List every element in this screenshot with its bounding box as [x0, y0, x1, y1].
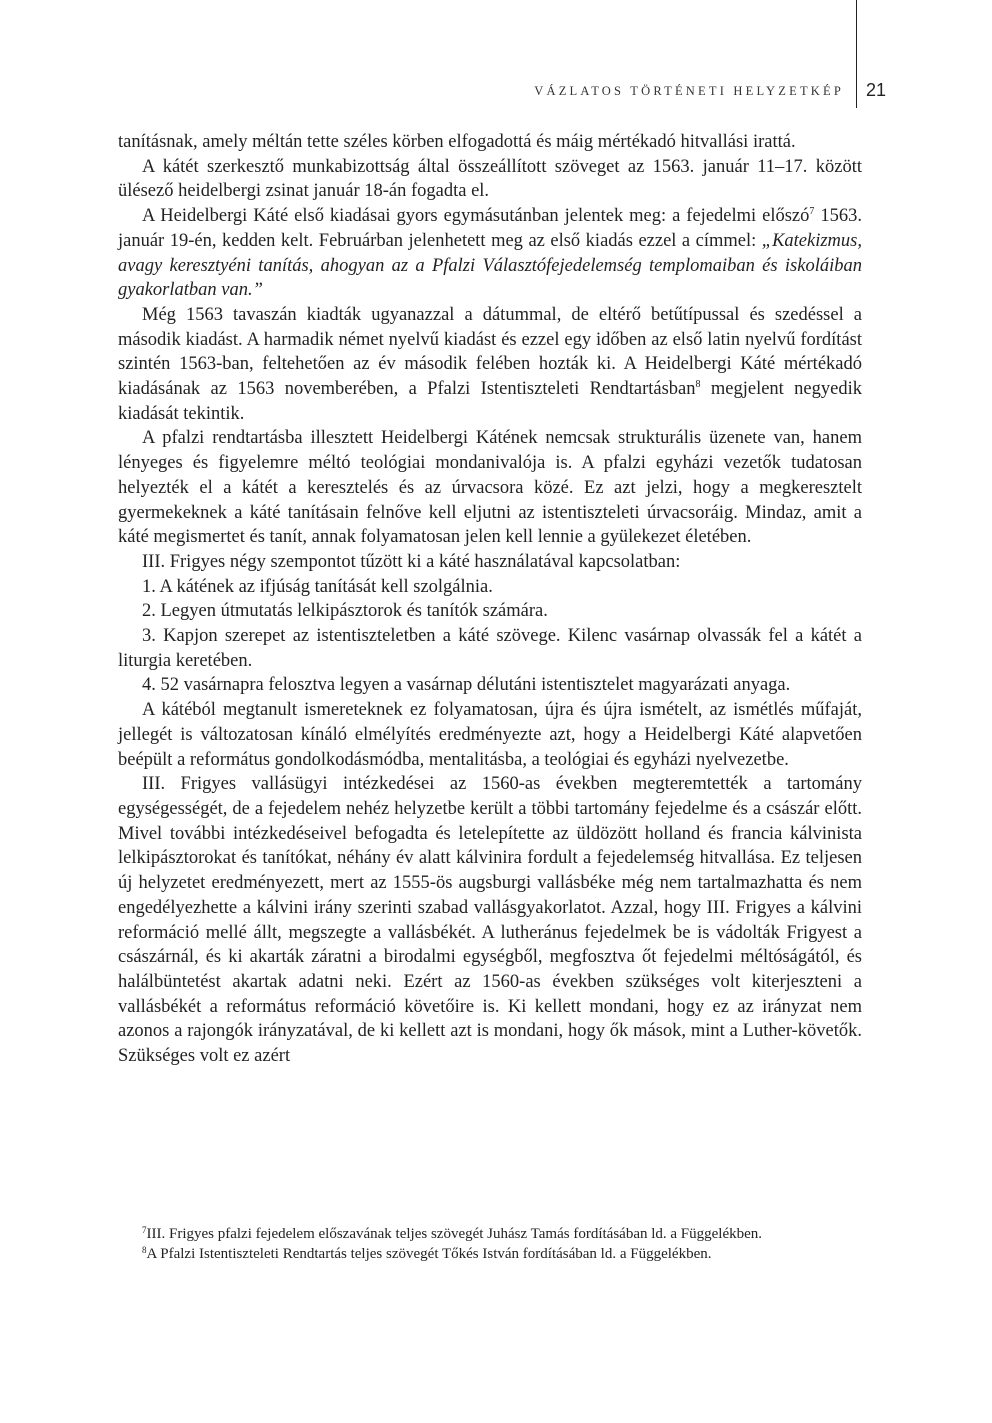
paragraph-5: A pfalzi rendtartásba illesztett Heidelbergi Kátének nemcsak strukturális üzenete van, hanem lényeges és figyelemre méltó teológiai mondanivalója is. A pfalzi egyházi vezetők tudatosan helyezték el a kátét a keresztelés és az úrvacsora közé. Ez azt jelzi, hogy a megkeresztelt gyermekeknek a káté tanításain felnőve kell eljutni az istentiszteleti úrvacsoráig. Mindaz, amit a káté megismertet és tanít, annak folyamatosan jelen kell lennie a gyülekezet életében. [118, 428, 862, 548]
paragraph-3-text-a: A Heidelbergi Káté első kiadásai gyors egymásutánban jelentek meg: a fejedelmi előszó [142, 206, 810, 227]
paragraph-2: A kátét szerkesztő munkabizottság által összeállított szöveget az 1563. január 11–17. között ülésező heidelbergi zsinat január 18-án fogadta el. [118, 156, 862, 202]
paragraph-1: tanításnak, amely méltán tette széles körben elfogadottá és máig mértékadó hitvallási irattá. [118, 132, 796, 152]
footnotes [118, 1224, 862, 1264]
paragraph-4-text-a: Még 1563 tavaszán kiadták ugyanazzal a dátummal, de eltérő betűtípussal és szedéssel a második kiadást. A harmadik német nyelvű kiadást és ezzel egy időben az első latin nyelvű fordítást szintén 1563-ban, feltehetően az év második felében hozták ki. A Heidelbergi Káté mértékadó kiadásának az 1563 novemberében, a Pfalzi Istentiszteleti Rendtartásban [118, 304, 862, 400]
list-item-1: 1. A kátének az ifjúság tanítását kell szolgálnia. [142, 576, 493, 597]
footnote-ref-8[interactable]: 8 [695, 379, 701, 391]
body-text [118, 130, 862, 1069]
list-item-2: 2. Legyen útmutatás lelkipásztorok és tanítók számára. [142, 601, 548, 622]
running-head: VÁZLATOS TÖRTÉNETI HELYZETKÉP [534, 84, 844, 98]
list-item-3: 3. Kapjon szerepet az istentiszteletben a káté szövege. Kilenc vasárnap olvassák fel a kátét a liturgia keretében. [118, 626, 862, 671]
footnote-ref-7[interactable]: 7 [809, 206, 815, 218]
paragraph-3 [118, 204, 862, 303]
header-rule [856, 0, 857, 108]
footnote-8-text: A Pfalzi Istentiszteleti Rendtartás teljes szövegét Tőkés István fordításában ld. a Függelékben. [146, 1246, 712, 1262]
footnote-7-number: 7 [142, 1225, 147, 1235]
paragraph-12: III. Frigyes vallásügyi intézkedései az 1560-as években megteremtették a tartomány egységességét, de a fejedelem nehéz helyzetbe került a többi tartomány fejedelme és a császár előtt. Mivel további intézkedéseivel befogadta és letelepítette az üldözött holland és francia kálvinista lelkipásztorokat és tanítókat, néhány év alatt kálvinira fordult a fejedelemség hitvallása. Ez teljesen új helyzetet eredményezett, mert az 1555-ös augsburgi vallásbéke még nem tartalmazhatta és nem engedélyezhette a kálvini irány szerinti szabad vallásgyakorlatot. Azzal, hogy III. Frigyes a kálvini reformáció mellé állt, megszegte a vallásbékét. A lutheránus fejedelmek be is vádolták Frigyest a császárnál, és ki akarták záratni a birodalmi egységből, megfosztva őt fejedelmi méltóságától, és halálbüntetést akartak adatni neki. Ezért az 1560-as években szükséges volt kiterjeszteni a vallásbékét a református reformáció követőire is. Ki kellett mondani, hogy ez az irányzat nem azonos a rajongók irányzatával, de ki kellett azt is mondani, hogy ők mások, mint a Luther-követők. Szükséges volt ez azért [118, 774, 862, 1067]
paragraph-6: III. Frigyes négy szempontot tűzött ki a káté használatával kapcsolatban: [142, 551, 681, 572]
footnote-7 [118, 1224, 862, 1244]
list-item-4: 4. 52 vasárnapra felosztva legyen a vasárnap délutáni istentisztelet magyarázati anyaga. [142, 675, 791, 696]
paragraph-4 [118, 303, 862, 427]
footnote-8-number: 8 [142, 1245, 147, 1255]
paragraph-3-text-b: 1563. január 19-én, kedden kelt. Februárban jelenhetett meg az első kiadás ezzel a címmel: [118, 206, 862, 251]
catechism-title: „Katekizmus, avagy keresztyéni tanítás, ahogyan az a Pfalzi Választófejedelemség templomaiban és iskoláiban gyakorlatban van.” [118, 230, 862, 301]
footnote-7-text: III. Frigyes pfalzi fejedelem előszavának teljes szövegét Juhász Tamás fordításában ld. a Függelékben. [146, 1226, 763, 1242]
page-number: 21 [866, 80, 887, 100]
paragraph-4-text-b: megjelent negyedik kiadását tekintik. [118, 379, 862, 424]
paragraph-11: A kátéból megtanult ismereteknek ez folyamatosan, újra és újra ismételt, az ismétlés műfaját, jellegét is változatosan kínáló elmélyítés eredményezte azt, hogy a Heidelbergi Káté alapvetően beépült a református gondolkodásmódba, mentalitásba, a teológiai és egyházi nyelvezetbe. [118, 700, 862, 770]
footnote-8 [118, 1244, 862, 1264]
